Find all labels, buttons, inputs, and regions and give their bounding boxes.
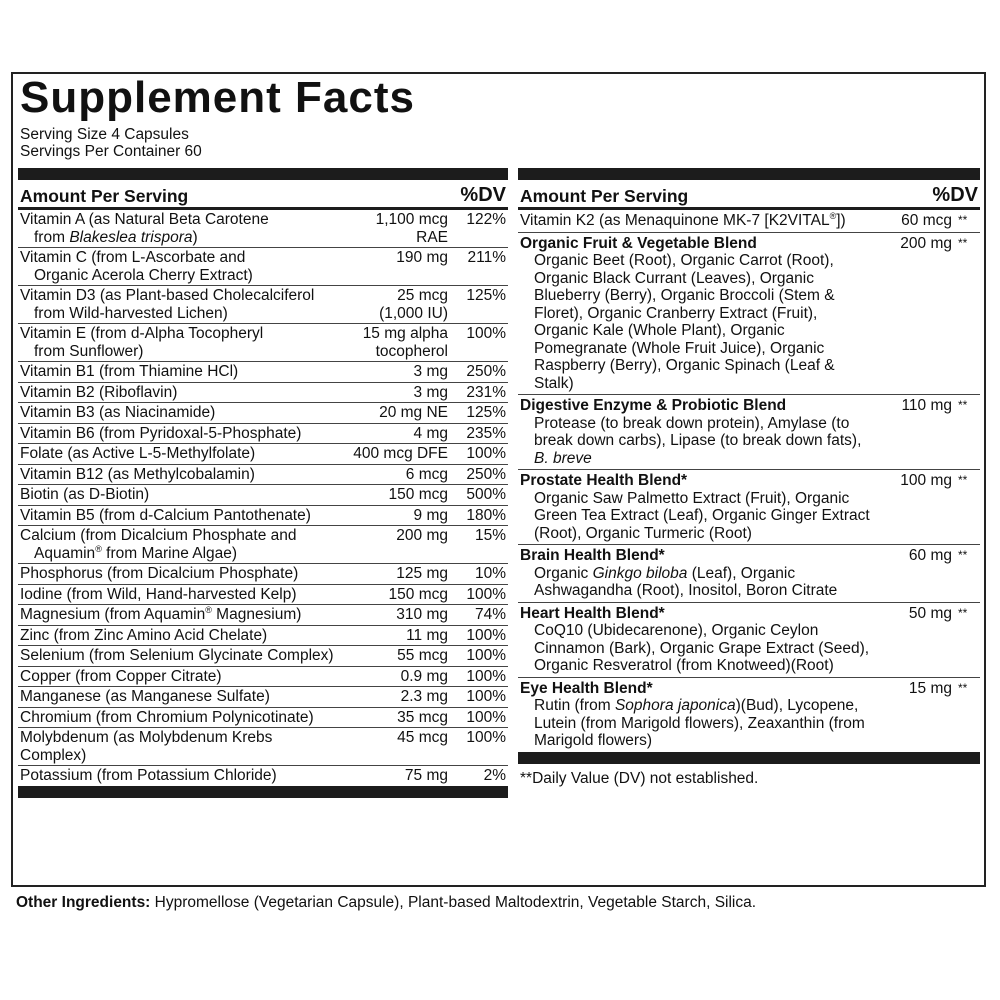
amount <box>340 445 452 463</box>
nutrient-row <box>18 667 508 688</box>
nutrient-row <box>18 728 508 766</box>
amount-value: 6 mcg <box>405 465 448 483</box>
dv-not-established: ** <box>958 680 968 695</box>
nutrient-source <box>20 545 340 563</box>
amount-value: 25 mcg <box>397 287 448 304</box>
amount <box>340 647 452 665</box>
nutrient-row <box>18 465 508 486</box>
name-text: Iodine (from Wild, Hand-harvested Kelp) <box>20 585 297 603</box>
name-text: Folate (as Active L-5-Methylfolate) <box>20 445 256 462</box>
ingredients-text: (Leaf), Organic Ashwagandha (Root), Inositol, Boron Citrate <box>534 564 838 599</box>
nutrient-name <box>20 287 340 322</box>
prostate-blend-row <box>518 470 980 545</box>
registered-mark: ® <box>95 543 102 554</box>
vitamin-k2-row <box>518 210 980 233</box>
amount-value: 75 mg <box>404 767 448 784</box>
blend-info <box>520 397 872 467</box>
amount-unit: (1,000 IU) <box>379 304 448 322</box>
dv-header: %DV <box>460 184 506 206</box>
name-text: Phosphorus (from Dicalcium Phosphate) <box>20 565 299 582</box>
nutrient-name <box>20 668 340 686</box>
nutrient-name <box>20 688 340 706</box>
daily-value: 100% <box>466 647 506 664</box>
amount-value: 400 mcg DFE <box>353 445 448 462</box>
amount-value: 3 mg <box>413 383 448 401</box>
serving-size: Serving Size 4 Capsules <box>20 126 189 143</box>
nutrient-name <box>20 445 340 463</box>
daily-value: 100% <box>466 445 506 462</box>
nutrient-row <box>18 248 508 286</box>
name-text: Vitamin E (from d-Alpha Tocopheryl <box>20 325 264 342</box>
nutrient-source: from Sunflower) <box>34 342 144 360</box>
fruit-vegetable-blend-row <box>518 233 980 396</box>
nutrient-row <box>18 526 508 564</box>
ingredients-italic: Ginkgo biloba <box>592 564 688 582</box>
dv-not-established: ** <box>958 473 968 487</box>
nutrient-row <box>18 444 508 465</box>
daily-value: 122% <box>466 211 506 228</box>
blend-name: Prostate Health Blend* <box>520 472 688 489</box>
amount <box>340 527 452 562</box>
nutrient-row <box>18 585 508 606</box>
name-text: Chromium (from Chromium Polynicotinate) <box>20 708 314 726</box>
ingredients-text: Rutin (from <box>534 697 615 714</box>
left-table-body <box>18 210 508 786</box>
name-text: Vitamin A (as Natural Beta Carotene <box>20 211 269 228</box>
bottom-bar <box>518 752 980 764</box>
nutrient-row <box>18 286 508 324</box>
amount: 50 mg <box>908 604 952 622</box>
servings-per-container: Servings Per Container 60 <box>20 143 202 160</box>
amount-value: 3 mg <box>413 363 448 380</box>
name-text: Magnesium (from Aquamin <box>20 606 206 623</box>
nutrient-row <box>18 605 508 626</box>
amount <box>340 325 452 360</box>
ingredients-text: )(Bud), Lycopene, Lutein (from Marigold flowers), Zeaxanthin (from Marigold flowers) <box>534 697 865 749</box>
nutrient-row <box>18 424 508 445</box>
amount-value: 150 mcg <box>388 585 448 603</box>
amount <box>340 486 452 504</box>
amount <box>340 627 452 645</box>
amount <box>340 404 452 422</box>
daily-value: 100% <box>466 708 506 726</box>
name-text: Vitamin B2 (Riboflavin) <box>20 383 178 401</box>
top-bar <box>518 168 980 180</box>
amount <box>340 668 452 686</box>
nutrient-name <box>20 404 340 422</box>
nutrient-name <box>20 466 340 484</box>
amount-value: 55 mcg <box>397 647 448 664</box>
serving-info <box>20 126 202 160</box>
nutrient-name <box>20 627 340 645</box>
name-text: Vitamin D3 (as Plant-based Cholecalciferol <box>20 287 315 304</box>
nutrient-row <box>18 766 508 786</box>
nutrient-source: from Wild-harvested Lichen) <box>34 304 228 322</box>
amount: 110 mg <box>901 397 952 414</box>
daily-value: 100% <box>466 729 506 746</box>
top-bar <box>18 168 508 180</box>
page-title: Supplement Facts <box>20 73 415 122</box>
nutrient-name <box>20 211 340 246</box>
amount-value: 20 mg NE <box>379 404 448 421</box>
amount-value: 0.9 mg <box>400 667 448 685</box>
nutrient-row <box>18 646 508 667</box>
nutrient-name <box>20 384 340 402</box>
name-text: ]) <box>836 212 846 229</box>
amount <box>340 709 452 727</box>
nutrient-name <box>20 647 340 665</box>
blend-ingredients: CoQ10 (Ubidecarenone), Organic Ceylon Cinnamon (Bark), Organic Grape Extract (Seed), Organic Resveratrol (from Knotweed)(Root) <box>534 622 870 674</box>
other-ingredients-text: Hypromellose (Vegetarian Capsule), Plant-based Maltodextrin, Vegetable Starch, Silica. <box>150 894 757 911</box>
name-text: Vitamin K2 (as Menaquinone MK-7 [K2VITAL <box>520 212 830 229</box>
registered-mark: ® <box>829 210 837 221</box>
amount-value: 200 mg <box>396 527 448 544</box>
right-column <box>518 168 980 788</box>
name-text: Molybdenum (as Molybdenum Krebs Complex) <box>20 729 273 764</box>
name-text: Selenium (from Selenium Glycinate Complex) <box>20 647 334 664</box>
heart-blend-row <box>518 603 980 678</box>
daily-value: 2% <box>483 767 506 784</box>
daily-value: 235% <box>466 424 506 442</box>
blend-info <box>520 235 872 393</box>
left-column <box>18 168 508 798</box>
dv-footnote: **Daily Value (DV) not established. <box>520 769 759 787</box>
source-text: Aquamin <box>34 544 96 562</box>
amount <box>340 466 452 484</box>
source-text: from Marine Algae) <box>101 544 238 562</box>
nutrient-row <box>18 626 508 647</box>
amount <box>340 425 452 443</box>
nutrient-name <box>20 606 340 624</box>
nutrient-row <box>18 403 508 424</box>
registered-mark: ® <box>205 604 212 615</box>
blend-ingredients: Organic Beet (Root), Organic Carrot (Root), Organic Black Currant (Leaves), Organic Blueberry (Berry), Organic Broccoli (Stem & Floret), Organic Cranberry Extract (Fruit), Organic Kale (Whole Plant), Organic Pomegranate (Whole Fruit Juice), Organic Raspberry (Berry), Organic Spinach (Leaf & Stalk) <box>534 252 835 392</box>
nutrient-name <box>20 507 340 525</box>
nutrient-name <box>20 565 340 583</box>
nutrient-name <box>20 709 340 727</box>
ingredients-text: Protease (to break down protein), Amylase (to break down carbs), Lipase (to break down fats), <box>534 414 862 449</box>
nutrient-row <box>18 687 508 708</box>
nutrient-name <box>20 363 340 381</box>
brain-blend-row <box>518 545 980 603</box>
table-header <box>518 180 980 210</box>
ingredients-text: Organic <box>534 564 593 582</box>
name-text: Potassium (from Potassium Chloride) <box>20 767 277 784</box>
nutrient-source: Organic Acerola Cherry Extract) <box>34 266 253 284</box>
blend-name: Brain Health Blend* <box>520 547 665 564</box>
blend-name: Eye Health Blend* <box>520 679 653 697</box>
nutrient-name <box>20 729 340 764</box>
nutrient-name <box>20 527 340 562</box>
daily-value: 100% <box>466 325 506 342</box>
name-text: Manganese (as Manganese Sulfate) <box>20 688 270 705</box>
nutrient-name <box>20 486 340 504</box>
amount: 200 mg <box>900 234 952 252</box>
daily-value: 250% <box>466 465 506 483</box>
daily-value: 125% <box>466 287 506 304</box>
amount <box>340 384 452 402</box>
nutrient-row <box>18 708 508 729</box>
amount-value: 2.3 mg <box>400 688 448 705</box>
amount <box>340 507 452 525</box>
amount-header: Amount Per Serving <box>20 186 189 206</box>
blend-ingredients: Organic Saw Palmetto Extract (Fruit), Organic Green Tea Extract (Leaf), Organic Ginger Extract (Root), Organic Turmeric (Root) <box>534 489 870 542</box>
daily-value: 74% <box>474 606 506 623</box>
name-text: Biotin (as D-Biotin) <box>20 486 150 503</box>
blend-name: Organic Fruit & Vegetable Blend <box>520 234 757 252</box>
nutrient-name <box>20 425 340 443</box>
amount <box>340 287 452 322</box>
blend-info <box>520 680 872 750</box>
blend-name: Heart Health Blend* <box>520 604 665 622</box>
amount-value: 45 mcg <box>397 729 448 746</box>
name-text: Vitamin B1 (from Thiamine HCl) <box>20 363 239 380</box>
name-text: Magnesium) <box>211 606 302 623</box>
eye-blend-row <box>518 678 980 752</box>
name-text: Copper (from Copper Citrate) <box>20 667 222 685</box>
daily-value: 231% <box>466 383 506 401</box>
amount <box>340 249 452 284</box>
dv-header: %DV <box>932 184 978 206</box>
daily-value: 100% <box>466 626 506 644</box>
nutrient-row <box>18 506 508 527</box>
amount <box>340 606 452 624</box>
daily-value: 100% <box>466 667 506 685</box>
nutrient-name <box>20 767 340 785</box>
blend-info <box>520 547 872 600</box>
blend-info <box>520 605 872 675</box>
dv-not-established: ** <box>958 235 968 250</box>
amount: 60 mg <box>908 547 952 564</box>
name-text: Vitamin C (from L-Ascorbate and <box>20 249 246 266</box>
amount-value: 1,100 mcg <box>375 211 448 228</box>
other-ingredients-label: Other Ingredients: <box>16 894 151 911</box>
ingredients-italic: B. breve <box>534 449 592 467</box>
amount: 60 mcg <box>901 212 952 229</box>
amount <box>340 729 452 764</box>
amount-value: 9 mg <box>413 506 448 524</box>
nutrient-row <box>18 324 508 362</box>
daily-value: 180% <box>466 506 506 524</box>
daily-value: 100% <box>466 688 506 705</box>
nutrient-row <box>18 210 508 248</box>
amount: 15 mg <box>908 679 952 697</box>
amount-value: 190 mg <box>396 249 448 266</box>
source-text: ) <box>192 228 198 246</box>
nutrient-row <box>18 362 508 383</box>
name-text: Vitamin B12 (as Methylcobalamin) <box>20 465 255 483</box>
ingredients-italic: Sophora japonica <box>614 697 736 714</box>
daily-value: 211% <box>467 249 506 266</box>
nutrient-name <box>520 212 872 230</box>
nutrient-row <box>18 564 508 585</box>
blend-ingredients <box>520 697 872 750</box>
nutrient-source <box>20 229 340 247</box>
amount <box>340 565 452 583</box>
amount-unit: RAE <box>416 228 448 246</box>
amount <box>340 767 452 785</box>
nutrient-name <box>20 325 340 360</box>
name-text: Vitamin B6 (from Pyridoxal-5-Phosphate) <box>20 424 302 442</box>
amount-value: 150 mcg <box>388 486 448 503</box>
dv-not-established: ** <box>958 398 968 412</box>
dv-not-established: ** <box>958 605 968 620</box>
nutrient-name <box>20 586 340 604</box>
source-italic: Blakeslea trispora <box>69 228 193 246</box>
name-text: Calcium (from Dicalcium Phosphate and <box>20 527 297 544</box>
daily-value: 250% <box>466 363 506 380</box>
source-text: from <box>34 228 70 246</box>
amount-value: 15 mg alpha <box>362 325 448 342</box>
blend-name: Digestive Enzyme & Probiotic Blend <box>520 397 787 414</box>
blend-info <box>520 472 872 542</box>
daily-value: 15% <box>474 527 506 544</box>
bottom-bar <box>18 786 508 798</box>
table-header <box>18 180 508 210</box>
digestive-blend-row <box>518 395 980 470</box>
name-text: Vitamin B3 (as Niacinamide) <box>20 404 216 421</box>
daily-value: 100% <box>466 585 506 603</box>
blend-ingredients <box>520 415 872 468</box>
dv-not-established: ** <box>958 548 968 562</box>
name-text: Zinc (from Zinc Amino Acid Chelate) <box>20 626 268 644</box>
nutrient-row <box>18 383 508 404</box>
amount: 100 mg <box>900 472 952 489</box>
nutrient-name <box>20 249 340 284</box>
name-text: Vitamin B5 (from d-Calcium Pantothenate) <box>20 506 311 524</box>
nutrient-row <box>18 485 508 506</box>
amount-unit: tocopherol <box>375 342 448 360</box>
dv-not-established: ** <box>958 213 968 227</box>
daily-value: 125% <box>466 404 506 421</box>
blend-ingredients <box>520 565 872 600</box>
amount <box>340 363 452 381</box>
daily-value: 500% <box>466 486 506 503</box>
amount-value: 11 mg <box>406 626 448 644</box>
other-ingredients <box>16 894 756 912</box>
daily-value: 10% <box>474 565 506 582</box>
amount-value: 125 mg <box>396 565 448 582</box>
amount-value: 35 mcg <box>397 708 448 726</box>
amount-value: 4 mg <box>413 424 448 442</box>
amount <box>340 211 452 246</box>
amount-value: 310 mg <box>396 606 448 623</box>
amount <box>340 688 452 706</box>
amount <box>340 586 452 604</box>
amount-header: Amount Per Serving <box>520 186 689 206</box>
